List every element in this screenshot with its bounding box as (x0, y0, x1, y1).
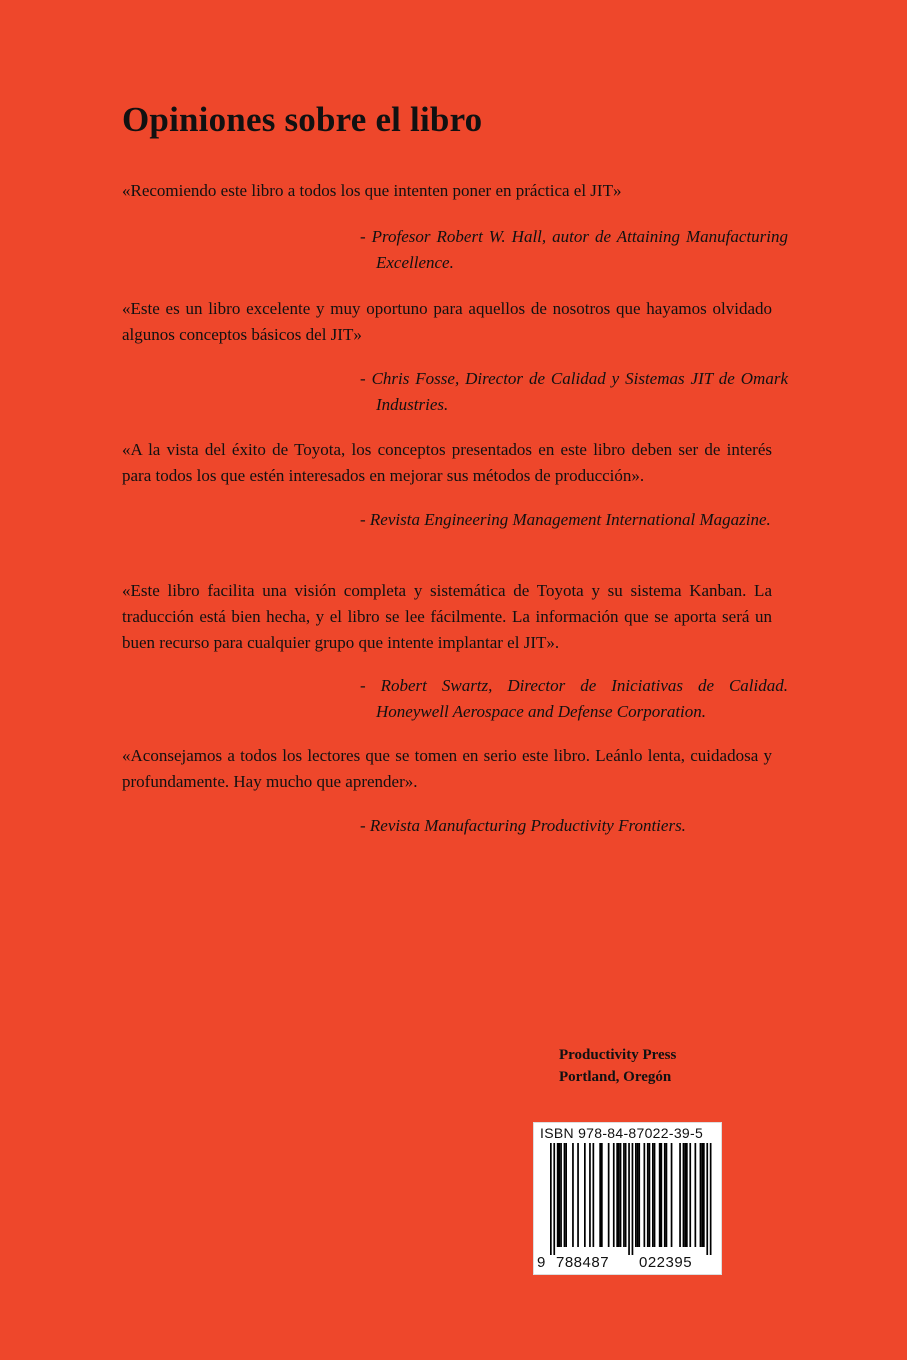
barcode-bar (647, 1143, 649, 1247)
barcode-bar (644, 1143, 646, 1247)
barcode-bar (553, 1143, 555, 1255)
barcode-bar (557, 1143, 559, 1247)
ean-left-digits: 788487 (556, 1254, 610, 1271)
barcode-bar (700, 1143, 702, 1247)
review-attribution-1: - Profesor Robert W. Hall, autor de Attaining Manufacturing Excellence. (360, 227, 788, 272)
barcode-bar (654, 1143, 656, 1247)
isbn-label: ISBN 978-84-87022-39-5 (540, 1125, 704, 1141)
publisher-name: Productivity Press (559, 1047, 677, 1063)
barcode-bar (584, 1143, 586, 1247)
barcode-bar (625, 1143, 627, 1247)
barcode-bar (703, 1143, 705, 1247)
barcode-bar (620, 1143, 622, 1247)
barcode-bar (628, 1143, 630, 1255)
barcode-bar (671, 1143, 673, 1247)
barcode-bar (559, 1143, 561, 1247)
barcode-bar (684, 1143, 686, 1247)
barcode-bar (572, 1143, 574, 1247)
barcode-bar (701, 1143, 703, 1247)
barcode-bar (613, 1143, 615, 1247)
barcode-bar (618, 1143, 620, 1247)
review-attribution-4: - Robert Swartz, Director de Iniciativas de Calidad. Honeywell Aerospace and Defense Corporation. (360, 676, 788, 721)
barcode-bar (601, 1143, 603, 1247)
barcode-bar (637, 1143, 639, 1247)
review-quote-4: «Este libro facilita una visión completa y sistemática de Toyota y su sistema Kanban. La traducción está bien hecha, y el libro se lee fácilmente. La información que se aporta será un buen recurso para cualquier grupo que intente implantar el JIT». (122, 581, 772, 652)
barcode-bar (661, 1143, 663, 1247)
barcode-bar (608, 1143, 610, 1247)
barcode-bar (623, 1143, 625, 1247)
barcode-bar (564, 1143, 566, 1247)
barcode-bar (565, 1143, 567, 1247)
publisher-block (559, 1044, 676, 1088)
barcode-bar (664, 1143, 666, 1247)
barcode-bar (666, 1143, 668, 1247)
barcode-bar (632, 1143, 634, 1255)
review-attribution-2: - Chris Fosse, Director de Calidad y Sistemas JIT de Omark Industries. (360, 369, 788, 414)
barcode-bar (593, 1143, 595, 1247)
barcode-bar (689, 1143, 691, 1247)
barcode-bar (599, 1143, 601, 1247)
review-quote-5: «Aconsejamos a todos los lectores que se tomen en serio este libro. Leánlo lenta, cuidadosa y profundamente. Hay mucho que aprender». (122, 746, 772, 791)
barcode-bar (659, 1143, 661, 1247)
barcode-bar (679, 1143, 681, 1247)
barcode-bar (550, 1143, 552, 1255)
barcode-bar (638, 1143, 640, 1247)
barcode-bar (710, 1143, 712, 1255)
barcode-bar (686, 1143, 688, 1247)
ean-first-digit: 9 (537, 1254, 546, 1271)
publisher-location: Portland, Oregón (559, 1069, 672, 1085)
barcode-bars (540, 1143, 717, 1255)
barcode-bar (635, 1143, 637, 1247)
isbn-barcode (533, 1122, 722, 1275)
barcode-bar (577, 1143, 579, 1247)
barcode-bar (683, 1143, 685, 1247)
review-quote-3: «A la vista del éxito de Toyota, los conceptos presentados en este libro deben ser de interés para todos los que estén interesados en mejorar sus métodos de producción». (122, 440, 772, 485)
review-quote-2: «Este es un libro excelente y muy oportuno para aquellos de nosotros que hayamos olvidado algunos conceptos básicos del JIT» (122, 299, 772, 344)
ean-right-digits: 022395 (639, 1254, 693, 1271)
barcode-bar (649, 1143, 651, 1247)
barcode-bar (616, 1143, 618, 1247)
page-title: Opiniones sobre el libro (122, 100, 483, 139)
barcode-bar (589, 1143, 591, 1247)
review-attribution-5: - Revista Manufacturing Productivity Frontiers. (360, 816, 686, 835)
barcode-bar (652, 1143, 654, 1247)
barcode-bar (706, 1143, 708, 1255)
barcode-bar (560, 1143, 562, 1247)
barcode-bar (695, 1143, 697, 1247)
review-quote-1: «Recomiendo este libro a todos los que intenten poner en práctica el JIT» (122, 181, 622, 200)
review-attribution-3: - Revista Engineering Management International Magazine. (360, 510, 771, 529)
